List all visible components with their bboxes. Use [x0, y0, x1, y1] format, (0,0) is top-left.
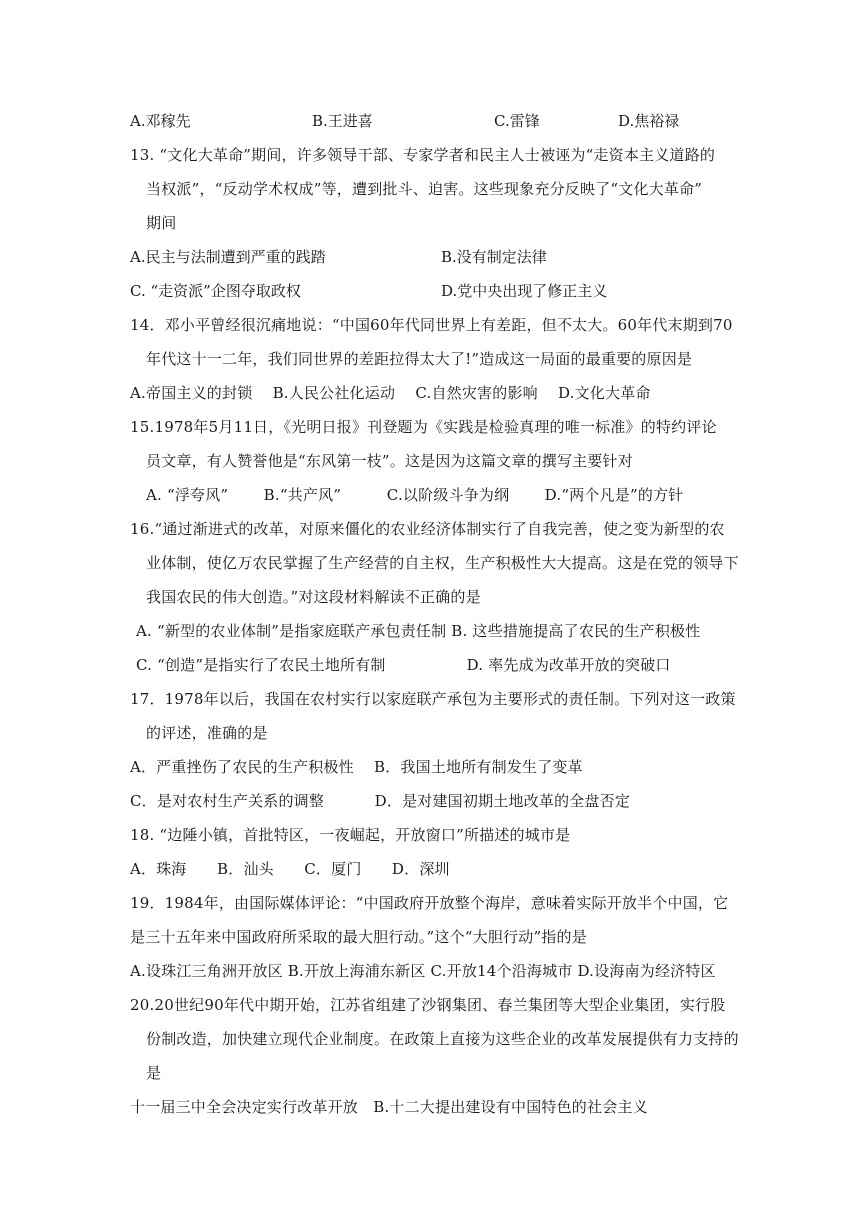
- q13-stem-line-2: 当权派”，“反动学术权成”等，遭到批斗、迫害。这些现象充分反映了“文化大革命”: [146, 180, 703, 198]
- q15-stem-line-1: 15.1978年5月11日，《光明日报》刊登题为《实践是检验真理的唯一标准》的特约评论: [130, 418, 717, 436]
- q19-stem-line-2: 是三十五年来中国政府所采取的最大胆行动。”这个“大胆行动”指的是: [130, 928, 587, 946]
- q13-option-b: B.没有制定法律: [441, 248, 547, 266]
- q14-stem-line-1: 14．邓小平曾经很沉痛地说：“中国60年代同世界上有差距，但不太大。60年代末期到70: [130, 316, 733, 334]
- q15-options: A. “浮夸风” B.“共产风” C.以阶级斗争为纲 D.“两个凡是”的方针: [146, 486, 684, 504]
- q17-options-ab: A．严重挫伤了农民的生产积极性 B．我国土地所有制发生了变革: [130, 758, 583, 776]
- q16-stem-line-2: 业体制，使亿万农民掌握了生产经营的自主权，生产积极性大大提高。这是在党的领导下: [146, 554, 739, 572]
- q14-options: A.帝国主义的封锁 B.人民公社化运动 C.自然灾害的影响 D.文化大革命: [130, 384, 651, 402]
- q13-stem-line-3: 期间: [146, 214, 177, 232]
- q12-option-b: B.王进喜: [312, 112, 373, 130]
- q12-option-d: D.焦裕禄: [618, 112, 680, 130]
- q12-option-c: C.雷锋: [494, 112, 540, 130]
- q18-options: A．珠海 B．汕头 C．厦门 D．深圳: [130, 860, 450, 878]
- q16-stem-line-3: 我国农民的伟大创造。”对这段材料解读不正确的是: [146, 588, 481, 606]
- q16-options-ab: A. “新型的农业体制”是指家庭联产承包责任制 B. 这些措施提高了农民的生产积极性: [136, 622, 701, 640]
- q17-options-cd: C．是对农村生产关系的调整 D．是对建国初期土地改革的全盘否定: [130, 792, 631, 810]
- q13-option-d: D.党中央出现了修正主义: [441, 282, 608, 300]
- q13-option-c: C. “走资派”企图夺取政权: [130, 282, 301, 300]
- q15-stem-line-2: 员文章，有人赞誉他是“东风第一枝”。这是因为这篇文章的撰写主要针对: [146, 452, 633, 470]
- q20-stem-line-3: 是: [146, 1064, 162, 1082]
- q14-stem-line-2: 年代这十一二年，我们同世界的差距拉得太大了!”造成这一局面的最重要的原因是: [146, 350, 693, 368]
- q13-option-a: A.民主与法制遭到严重的践踏: [130, 248, 326, 266]
- q17-stem-line-1: 17．1978年以后，我国在农村实行以家庭联产承包为主要形式的责任制。下列对这一政策: [130, 690, 736, 708]
- q18-stem: 18. “边陲小镇，首批特区，一夜崛起，开放窗口”所描述的城市是: [130, 826, 571, 844]
- q17-stem-line-2: 的评述，准确的是: [146, 724, 268, 742]
- q20-stem-line-2: 份制改造，加快建立现代企业制度。在政策上直接为这些企业的改革发展提供有力支持的: [146, 1030, 739, 1048]
- q20-options-ab: 十一届三中全会决定实行改革开放 B.十二大提出建设有中国特色的社会主义: [130, 1098, 648, 1116]
- q20-stem-line-1: 20.20世纪90年代中期开始，江苏省组建了沙钢集团、春兰集团等大型企业集团，实行股: [130, 996, 726, 1014]
- q13-stem-line-1: 13. “文化大革命”期间，许多领导干部、专家学者和民主人士被诬为“走资本主义道路的: [130, 146, 716, 164]
- q19-options: A.设珠江三角洲开放区 B.开放上海浦东新区 C.开放14个沿海城市 D.设海南为经济特区: [130, 962, 716, 980]
- q16-stem-line-1: 16.“通过渐进式的改革，对原来僵化的农业经济体制实行了自我完善，使之变为新型的农: [130, 520, 725, 538]
- q19-stem-line-1: 19．1984年，由国际媒体评论：“中国政府开放整个海岸，意味着实际开放半个中国，它: [130, 894, 729, 912]
- q12-option-a: A.邓稼先: [130, 112, 191, 130]
- q16-options-cd: C. “创造”是指实行了农民土地所有制 D. 率先成为改革开放的突破口: [136, 656, 671, 674]
